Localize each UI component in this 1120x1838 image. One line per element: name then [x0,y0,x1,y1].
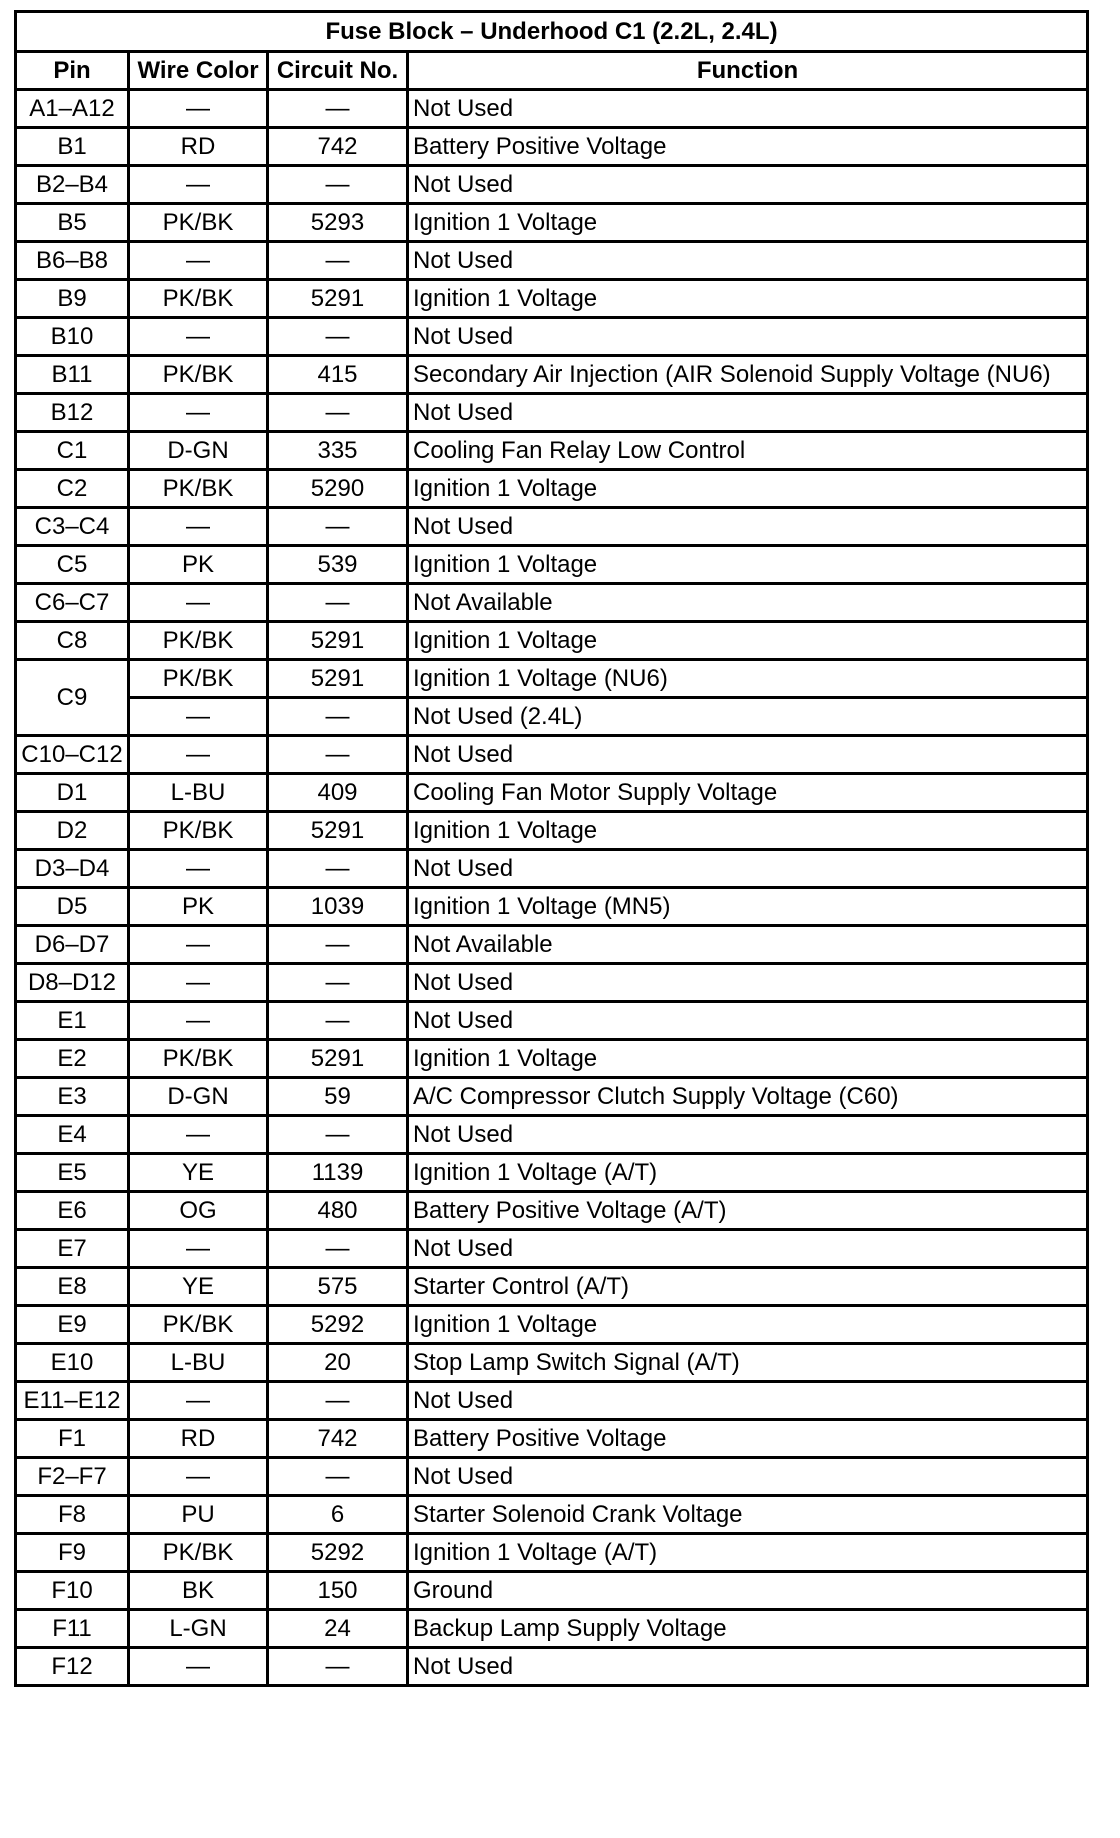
cell-circuit-no: — [268,850,408,888]
cell-pin: C9 [16,660,129,736]
cell-pin: F2–F7 [16,1458,129,1496]
cell-circuit-no: 409 [268,774,408,812]
cell-circuit-no: 59 [268,1078,408,1116]
cell-pin: F9 [16,1534,129,1572]
cell-pin: B11 [16,356,129,394]
table-row [16,546,1088,584]
table-row [16,850,1088,888]
cell-wire-color: — [129,584,268,622]
cell-circuit-no: — [268,1116,408,1154]
cell-circuit-no: 742 [268,1420,408,1458]
table-row [16,1572,1088,1610]
cell-pin: E2 [16,1040,129,1078]
cell-wire-color: — [129,90,268,128]
table-row [16,774,1088,812]
cell-pin: B6–B8 [16,242,129,280]
cell-circuit-no: 5291 [268,622,408,660]
cell-circuit-no: 1139 [268,1154,408,1192]
cell-circuit-no: 5293 [268,204,408,242]
table-row [16,926,1088,964]
cell-circuit-no: — [268,1382,408,1420]
table-row [16,90,1088,128]
cell-pin: C10–C12 [16,736,129,774]
cell-circuit-no: — [268,394,408,432]
cell-circuit-no: — [268,584,408,622]
cell-circuit-no: 150 [268,1572,408,1610]
table-row [16,432,1088,470]
cell-wire-color: — [129,964,268,1002]
cell-circuit-no: — [268,1648,408,1686]
cell-function: Cooling Fan Motor Supply Voltage [408,774,1088,812]
cell-function: Ignition 1 Voltage [408,470,1088,508]
table-row [16,888,1088,926]
table-row [16,1458,1088,1496]
cell-pin: C1 [16,432,129,470]
cell-pin: F10 [16,1572,129,1610]
cell-function: Ignition 1 Voltage [408,1306,1088,1344]
cell-pin: E11–E12 [16,1382,129,1420]
cell-wire-color: PK [129,546,268,584]
cell-pin: E7 [16,1230,129,1268]
cell-pin: C5 [16,546,129,584]
cell-function: Starter Control (A/T) [408,1268,1088,1306]
cell-circuit-no: 5291 [268,660,408,698]
cell-pin: E6 [16,1192,129,1230]
table-header-row [16,52,1088,90]
cell-function: Not Used [408,166,1088,204]
cell-wire-color: D-GN [129,432,268,470]
cell-function: Not Used [408,1002,1088,1040]
table-row [16,1420,1088,1458]
table-row [16,584,1088,622]
table-row [16,1078,1088,1116]
cell-circuit-no: 742 [268,128,408,166]
cell-pin: E1 [16,1002,129,1040]
cell-function: Not Used (2.4L) [408,698,1088,736]
cell-pin: C3–C4 [16,508,129,546]
cell-function: Not Used [408,394,1088,432]
cell-pin: A1–A12 [16,90,129,128]
cell-pin: D1 [16,774,129,812]
cell-wire-color: BK [129,1572,268,1610]
cell-wire-color: PK/BK [129,812,268,850]
cell-circuit-no: 24 [268,1610,408,1648]
cell-wire-color: — [129,1458,268,1496]
cell-circuit-no: 335 [268,432,408,470]
cell-function: A/C Compressor Clutch Supply Voltage (C60) [408,1078,1088,1116]
cell-wire-color: — [129,850,268,888]
cell-pin: C2 [16,470,129,508]
table-row [16,660,1088,698]
cell-pin: B1 [16,128,129,166]
table-row [16,812,1088,850]
table-row [16,166,1088,204]
cell-pin: F1 [16,1420,129,1458]
cell-circuit-no: — [268,698,408,736]
cell-function: Secondary Air Injection (AIR Solenoid Supply Voltage (NU6) [408,356,1088,394]
cell-function: Not Available [408,926,1088,964]
cell-circuit-no: 1039 [268,888,408,926]
cell-function: Battery Positive Voltage (A/T) [408,1192,1088,1230]
table-row [16,204,1088,242]
cell-function: Ground [408,1572,1088,1610]
table-row [16,1306,1088,1344]
cell-wire-color: PK/BK [129,660,268,698]
cell-pin: E9 [16,1306,129,1344]
cell-function: Not Used [408,318,1088,356]
cell-wire-color: — [129,736,268,774]
table-row [16,356,1088,394]
cell-wire-color: PK/BK [129,204,268,242]
table-row [16,1116,1088,1154]
cell-wire-color: RD [129,1420,268,1458]
header-function: Function [408,52,1088,90]
cell-wire-color: YE [129,1268,268,1306]
cell-function: Ignition 1 Voltage [408,546,1088,584]
cell-function: Stop Lamp Switch Signal (A/T) [408,1344,1088,1382]
cell-function: Not Used [408,1648,1088,1686]
table-row [16,1192,1088,1230]
cell-wire-color: D-GN [129,1078,268,1116]
table-row [16,128,1088,166]
cell-circuit-no: 5291 [268,280,408,318]
cell-wire-color: — [129,698,268,736]
cell-function: Not Used [408,90,1088,128]
connector-pinout-table [14,10,1089,1687]
cell-circuit-no: — [268,736,408,774]
cell-function: Battery Positive Voltage [408,1420,1088,1458]
cell-circuit-no: — [268,318,408,356]
cell-function: Battery Positive Voltage [408,128,1088,166]
cell-wire-color: — [129,166,268,204]
cell-wire-color: — [129,1382,268,1420]
cell-wire-color: — [129,508,268,546]
cell-function: Not Used [408,850,1088,888]
cell-function: Ignition 1 Voltage [408,622,1088,660]
cell-wire-color: — [129,1230,268,1268]
cell-pin: F11 [16,1610,129,1648]
cell-pin: B5 [16,204,129,242]
cell-wire-color: PK/BK [129,356,268,394]
cell-circuit-no: 415 [268,356,408,394]
cell-wire-color: — [129,1648,268,1686]
cell-wire-color: — [129,1002,268,1040]
cell-circuit-no: 5292 [268,1534,408,1572]
cell-circuit-no: — [268,508,408,546]
table-row [16,1268,1088,1306]
cell-pin: B10 [16,318,129,356]
cell-circuit-no: — [268,242,408,280]
cell-pin: E5 [16,1154,129,1192]
cell-circuit-no: 480 [268,1192,408,1230]
cell-circuit-no: 20 [268,1344,408,1382]
cell-function: Not Used [408,1230,1088,1268]
cell-pin: D3–D4 [16,850,129,888]
cell-wire-color: RD [129,128,268,166]
table-row [16,1230,1088,1268]
cell-wire-color: PK/BK [129,1534,268,1572]
cell-function: Not Used [408,736,1088,774]
cell-wire-color: PK/BK [129,280,268,318]
cell-function: Backup Lamp Supply Voltage [408,1610,1088,1648]
cell-circuit-no: 575 [268,1268,408,1306]
table-row [16,1534,1088,1572]
cell-pin: B9 [16,280,129,318]
cell-pin: D5 [16,888,129,926]
table-row [16,394,1088,432]
cell-circuit-no: 5291 [268,1040,408,1078]
cell-pin: B2–B4 [16,166,129,204]
cell-function: Ignition 1 Voltage [408,1040,1088,1078]
cell-function: Not Used [408,508,1088,546]
cell-pin: E8 [16,1268,129,1306]
table-row [16,470,1088,508]
cell-pin: F8 [16,1496,129,1534]
table-row [16,1496,1088,1534]
cell-circuit-no: — [268,1002,408,1040]
cell-pin: C8 [16,622,129,660]
table-row [16,242,1088,280]
cell-wire-color: — [129,318,268,356]
cell-circuit-no: 5291 [268,812,408,850]
table-row [16,1344,1088,1382]
cell-function: Not Used [408,1116,1088,1154]
cell-pin: D8–D12 [16,964,129,1002]
cell-function: Ignition 1 Voltage (A/T) [408,1154,1088,1192]
cell-circuit-no: — [268,1230,408,1268]
table-row [16,736,1088,774]
table-row [16,1002,1088,1040]
cell-wire-color: PK/BK [129,1040,268,1078]
cell-function: Not Used [408,1458,1088,1496]
cell-function: Ignition 1 Voltage (A/T) [408,1534,1088,1572]
table-row [16,508,1088,546]
table-row [16,622,1088,660]
cell-pin: D2 [16,812,129,850]
cell-wire-color: — [129,242,268,280]
cell-wire-color: — [129,1116,268,1154]
cell-wire-color: L-BU [129,1344,268,1382]
table-row [16,964,1088,1002]
table-row [16,318,1088,356]
cell-pin: E3 [16,1078,129,1116]
cell-wire-color: PK/BK [129,622,268,660]
cell-function: Not Used [408,242,1088,280]
cell-pin: C6–C7 [16,584,129,622]
cell-wire-color: L-BU [129,774,268,812]
cell-pin: E4 [16,1116,129,1154]
cell-function: Starter Solenoid Crank Voltage [408,1496,1088,1534]
cell-circuit-no: — [268,166,408,204]
cell-pin: E10 [16,1344,129,1382]
table-row [16,1648,1088,1686]
cell-circuit-no: — [268,1458,408,1496]
table-row [16,1610,1088,1648]
cell-circuit-no: 539 [268,546,408,584]
header-circuit-no: Circuit No. [268,52,408,90]
cell-wire-color: PK/BK [129,470,268,508]
cell-function: Not Used [408,964,1088,1002]
cell-function: Not Used [408,1382,1088,1420]
table-row [16,1040,1088,1078]
cell-circuit-no: 5290 [268,470,408,508]
cell-wire-color: L-GN [129,1610,268,1648]
table-title-row [16,12,1088,52]
cell-function: Cooling Fan Relay Low Control [408,432,1088,470]
header-wire-color: Wire Color [129,52,268,90]
table-row [16,280,1088,318]
cell-pin: B12 [16,394,129,432]
cell-function: Ignition 1 Voltage (NU6) [408,660,1088,698]
header-pin: Pin [16,52,129,90]
cell-function: Ignition 1 Voltage [408,812,1088,850]
cell-circuit-no: — [268,926,408,964]
table-row [16,1382,1088,1420]
cell-wire-color: PK/BK [129,1306,268,1344]
table-row [16,1154,1088,1192]
table-row [16,698,1088,736]
cell-circuit-no: 5292 [268,1306,408,1344]
cell-circuit-no: 6 [268,1496,408,1534]
cell-circuit-no: — [268,90,408,128]
cell-pin: D6–D7 [16,926,129,964]
cell-circuit-no: — [268,964,408,1002]
cell-wire-color: PK [129,888,268,926]
cell-wire-color: — [129,394,268,432]
cell-function: Not Available [408,584,1088,622]
cell-wire-color: OG [129,1192,268,1230]
cell-pin: F12 [16,1648,129,1686]
cell-wire-color: — [129,926,268,964]
cell-function: Ignition 1 Voltage (MN5) [408,888,1088,926]
cell-function: Ignition 1 Voltage [408,204,1088,242]
cell-function: Ignition 1 Voltage [408,280,1088,318]
cell-wire-color: PU [129,1496,268,1534]
cell-wire-color: YE [129,1154,268,1192]
table-title: Fuse Block – Underhood C1 (2.2L, 2.4L) [16,12,1088,52]
